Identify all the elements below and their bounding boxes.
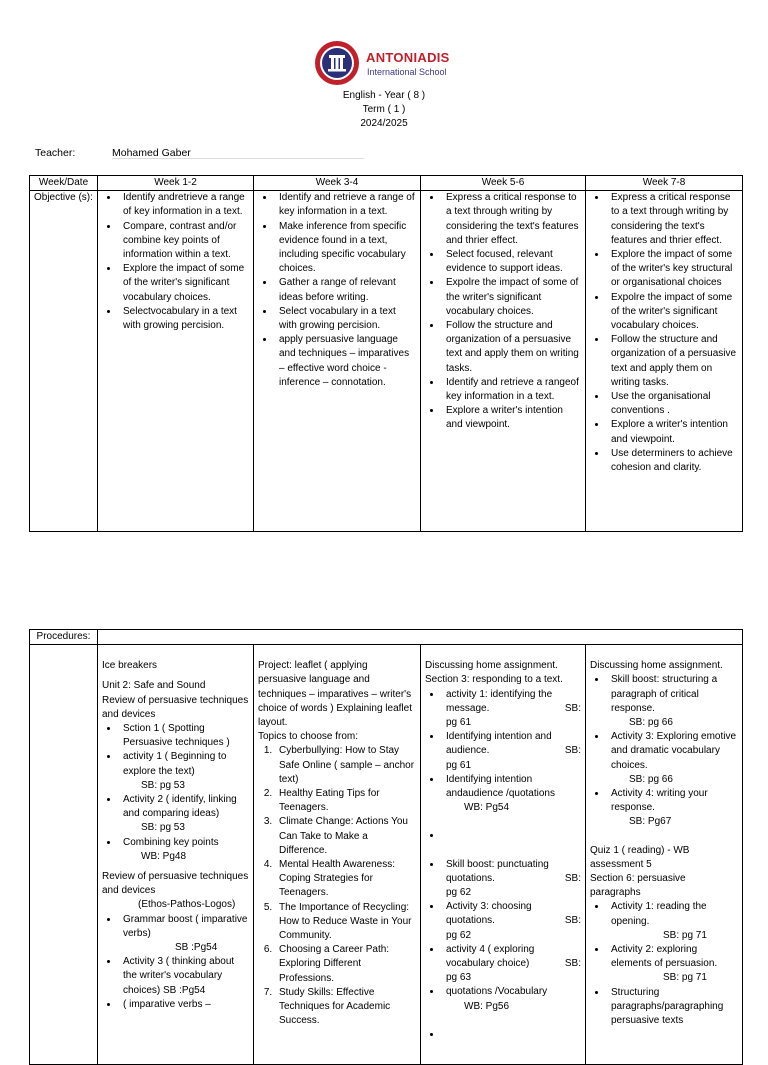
objectives-table [29,175,743,532]
procedure-item [442,773,581,816]
objective-item: • Identify and retrieve a range of key information in a text. [275,191,416,219]
procedure-item [119,722,249,750]
procedure-item-ref: SB: pg 71 [663,972,707,984]
objective-item: • Explore the impact of some of the writer's key structural or organisational choices [607,248,738,291]
procedure-item-text: ( imparative verbs – [123,998,211,1010]
procedures-week-3-4 [254,645,421,1065]
objective-label: Objective (s): [30,191,98,532]
procedure-item-ref: pg 63 [446,972,472,984]
objective-item: • Select vocabulary in a text with growing percision. [275,305,416,333]
topic-item: 7. Study Skills: Effective Techniques for Academic Success. [275,986,416,1029]
procedure-item [119,955,249,998]
procedure-item [442,688,581,731]
procedure-item-text: Sction 1 ( Spotting Persuasive techniques ) [123,723,230,749]
discussing-line: Discussing home assignment. [590,660,723,672]
empty-bullet [442,829,581,843]
ice-breakers: Ice breakers [102,660,158,672]
quiz-line: Quiz 1 ( reading) - WB assessment 5 [590,844,690,870]
objective-item: • Explore a writer's intention and viewpoint. [607,418,738,446]
procedure-item-text: Activity 3: choosing quotations. [446,901,532,927]
procedure-item-ref: SB: Pg67 [629,816,672,828]
academic-year: 2024/2025 [360,118,408,129]
procedure-item-text: activity 1: identifying the message. [446,688,553,714]
procedure-item [119,998,249,1012]
procedure-item [119,913,249,956]
procedure-item-ref: pg 62 [446,929,472,941]
procedure-item-ref: SB: pg 71 [663,929,707,941]
subject-line: English - Year ( 8 ) [342,90,426,101]
objective-item: • Identify andretrieve a range of key information in a text. [119,191,249,219]
school-crest-icon [313,39,361,87]
objective-item: • Select focused, relevant evidence to support ideas. [442,248,581,276]
objective-item: • Explore the impact of some of the writer's significant vocabulary choices. [119,262,249,305]
objective-item: • Use determiners to achieve cohesion and clarity. [607,447,738,475]
school-subtitle: International School [367,67,447,77]
procedure-item [607,943,738,986]
objectives-header-row [30,176,743,191]
section-line: Section 6: persuasive paragraphs [590,873,686,899]
procedure-item [119,836,249,864]
procedure-item-text: Combining key points [123,836,219,848]
procedure-item-tag: SB: [564,872,581,884]
objectives-row [30,191,743,532]
objective-item: • Expolre the impact of some of the writer's significant vocabulary choices. [442,276,581,319]
procedure-item-tag: SB: [564,745,581,757]
topic-item: 6. Choosing a Career Path: Exploring Different Professions. [275,943,416,986]
procedure-item [607,986,738,1029]
procedures-empty-cell [30,645,98,1065]
procedure-item [119,793,249,836]
header-week-1-2: Week 1-2 [98,176,254,191]
procedure-item-ref: SB: pg 66 [629,773,673,785]
procedure-item [607,787,738,830]
procedure-item-text: Activity 4: writing your response. [611,788,708,814]
objective-item: • Use the organisational conventions . [607,390,738,418]
procedures-header-blank [98,630,743,645]
procedure-item-text: Skill boost: punctuating quotations. [446,858,549,884]
procedure-item-text: Identifying intention andaudience /quotations [446,773,555,800]
objectives-week-7-8 [586,191,743,532]
topic-item: 3. Climate Change: Actions You Can Take to Make a Difference. [275,815,416,858]
objective-item: • Selectvocabulary in a text with growing percision. [119,305,249,333]
procedures-header-row [30,630,743,645]
section-line: Section 3: responding to a text. [425,674,563,686]
header-week-7-8: Week 7-8 [586,176,743,191]
header-week-5-6: Week 5-6 [421,176,586,191]
procedures-row [30,645,743,1065]
procedure-item [442,900,581,943]
project-intro: Project: leaflet ( applying persuasive language and techniques – imparatives – writer's choice of words ) Explaining leaflet layout. [258,660,412,729]
procedure-item-ref: SB :Pg54 [175,942,218,954]
procedure-item-ref: SB: pg 66 [629,717,673,729]
objective-item: • Expolre the impact of some of the writer's significant vocabulary choices. [607,291,738,334]
objective-item: • Identify and retrieve a rangeof key information in a text. [442,376,581,404]
topic-item: 5. The Importance of Recycling: How to Reduce Waste in Your Community. [275,901,416,944]
procedure-item-text: Grammar boost ( imparative verbs) [123,913,248,939]
topic-item: 4. Mental Health Awareness: Coping Strategies for Teenagers. [275,858,416,901]
procedure-item-text: Activity 2 ( identify, linking and comparing ideas) [123,794,237,820]
teacher-name: Mohamed Gaber [112,147,191,159]
objectives-week-5-6 [421,191,586,532]
procedure-item [442,858,581,901]
objectives-week-1-2 [98,191,254,532]
procedure-item [119,750,249,793]
procedure-item-text: activity 4 ( exploring vocabulary choice) [446,943,535,970]
procedure-item-text: Structuring paragraphs/paragraphing persuasive texts [611,986,724,1027]
procedure-item [607,730,738,787]
procedure-item-ref: WB: Pg54 [464,802,510,814]
procedures-week-5-6 [421,645,586,1065]
objective-item: • Explore a writer's intention and viewpoint. [442,404,581,432]
discussing-line: Discussing home assignment. [425,660,558,672]
unit-title: Unit 2: Safe and Sound [102,680,206,692]
procedure-item-text: Activity 1: reading the opening. [611,901,707,927]
school-name: ANTONIADIS [366,50,450,65]
topic-item: 1. Cyberbullying: How to Stay Safe Online ( sample – anchor text) [275,744,416,787]
objective-item: • Gather a range of relevant ideas before writing. [275,276,416,304]
procedure-item-ref: pg 61 [446,759,472,771]
procedure-item-ref: pg 61 [446,717,472,729]
objective-item: • Express a critical response to a text through writing by considering the text's features and thrier effect. [442,191,581,248]
procedures-week-7-8 [586,645,743,1065]
objectives-week-3-4 [254,191,421,532]
empty-bullet [442,1028,581,1042]
procedure-item-tag: SB: [564,702,581,714]
review-line: Review of persuasive techniques and devices [102,871,249,897]
header-week-date: Week/Date [30,176,98,191]
procedures-table [29,629,743,1065]
objective-item: • apply persuasive language and techniques – imparatives – effective word choice - inference – connotation. [275,333,416,390]
review-line: Review of persuasive techniques and devices [102,694,249,720]
procedure-item [607,673,738,730]
topics-label: Topics to choose from: [258,731,359,743]
procedure-item [607,900,738,943]
procedure-item-ref: SB: pg 53 [141,822,185,834]
review-sub: (Ethos-Pathos-Logos) [138,899,236,911]
procedure-item-tag: SB: [564,958,581,970]
procedures-week-1-2 [98,645,254,1065]
procedure-item-ref: pg 62 [446,887,472,899]
procedure-item-ref: WB: Pg56 [464,1000,510,1012]
objective-item: • Compare, contrast and/or combine key points of information within a text. [119,220,249,263]
procedure-item-text: Activity 3 ( thinking about the writer's vocabulary choices) SB :Pg54 [123,956,235,996]
procedure-item [442,943,581,986]
header-week-3-4: Week 3-4 [254,176,421,191]
objective-item: • Express a critical response to a text through writing by considering the text's features and thrier effect. [607,191,738,248]
procedure-item-text: quotations /Vocabulary [446,986,548,998]
procedure-item [442,985,581,1013]
objective-item: • Make inference from specific evidence found in a text, including specific vocabulary choices. [275,220,416,277]
procedure-item-ref: SB: pg 53 [141,779,185,791]
procedures-label: Procedures: [30,630,98,645]
topic-item: 2. Healthy Eating Tips for Teenagers. [275,787,416,815]
procedure-item [442,730,581,773]
teacher-underline [112,158,364,159]
procedure-item-ref: WB: Pg48 [141,850,187,862]
procedure-item-text: Activity 2: exploring elements of persuasion. [611,944,718,970]
procedure-item-text: Skill boost: structuring a paragraph of critical response. [611,674,718,714]
term-line: Term ( 1 ) [362,104,406,115]
teacher-label: Teacher: [35,147,76,159]
procedure-item-text: Identifying intention and audience. [446,731,552,757]
procedure-item-text: activity 1 ( Beginning to explore the text) [123,751,227,777]
objective-item: • Follow the structure and organization of a persuasive text and apply them on writing tasks. [442,319,581,376]
procedure-item-text: Activity 3: Exploring emotive and dramatic vocabulary choices. [611,731,737,771]
objective-item: • Follow the structure and organization of a persuasive text and apply them on writing tasks. [607,333,738,390]
procedure-item-tag: SB: [564,915,581,927]
